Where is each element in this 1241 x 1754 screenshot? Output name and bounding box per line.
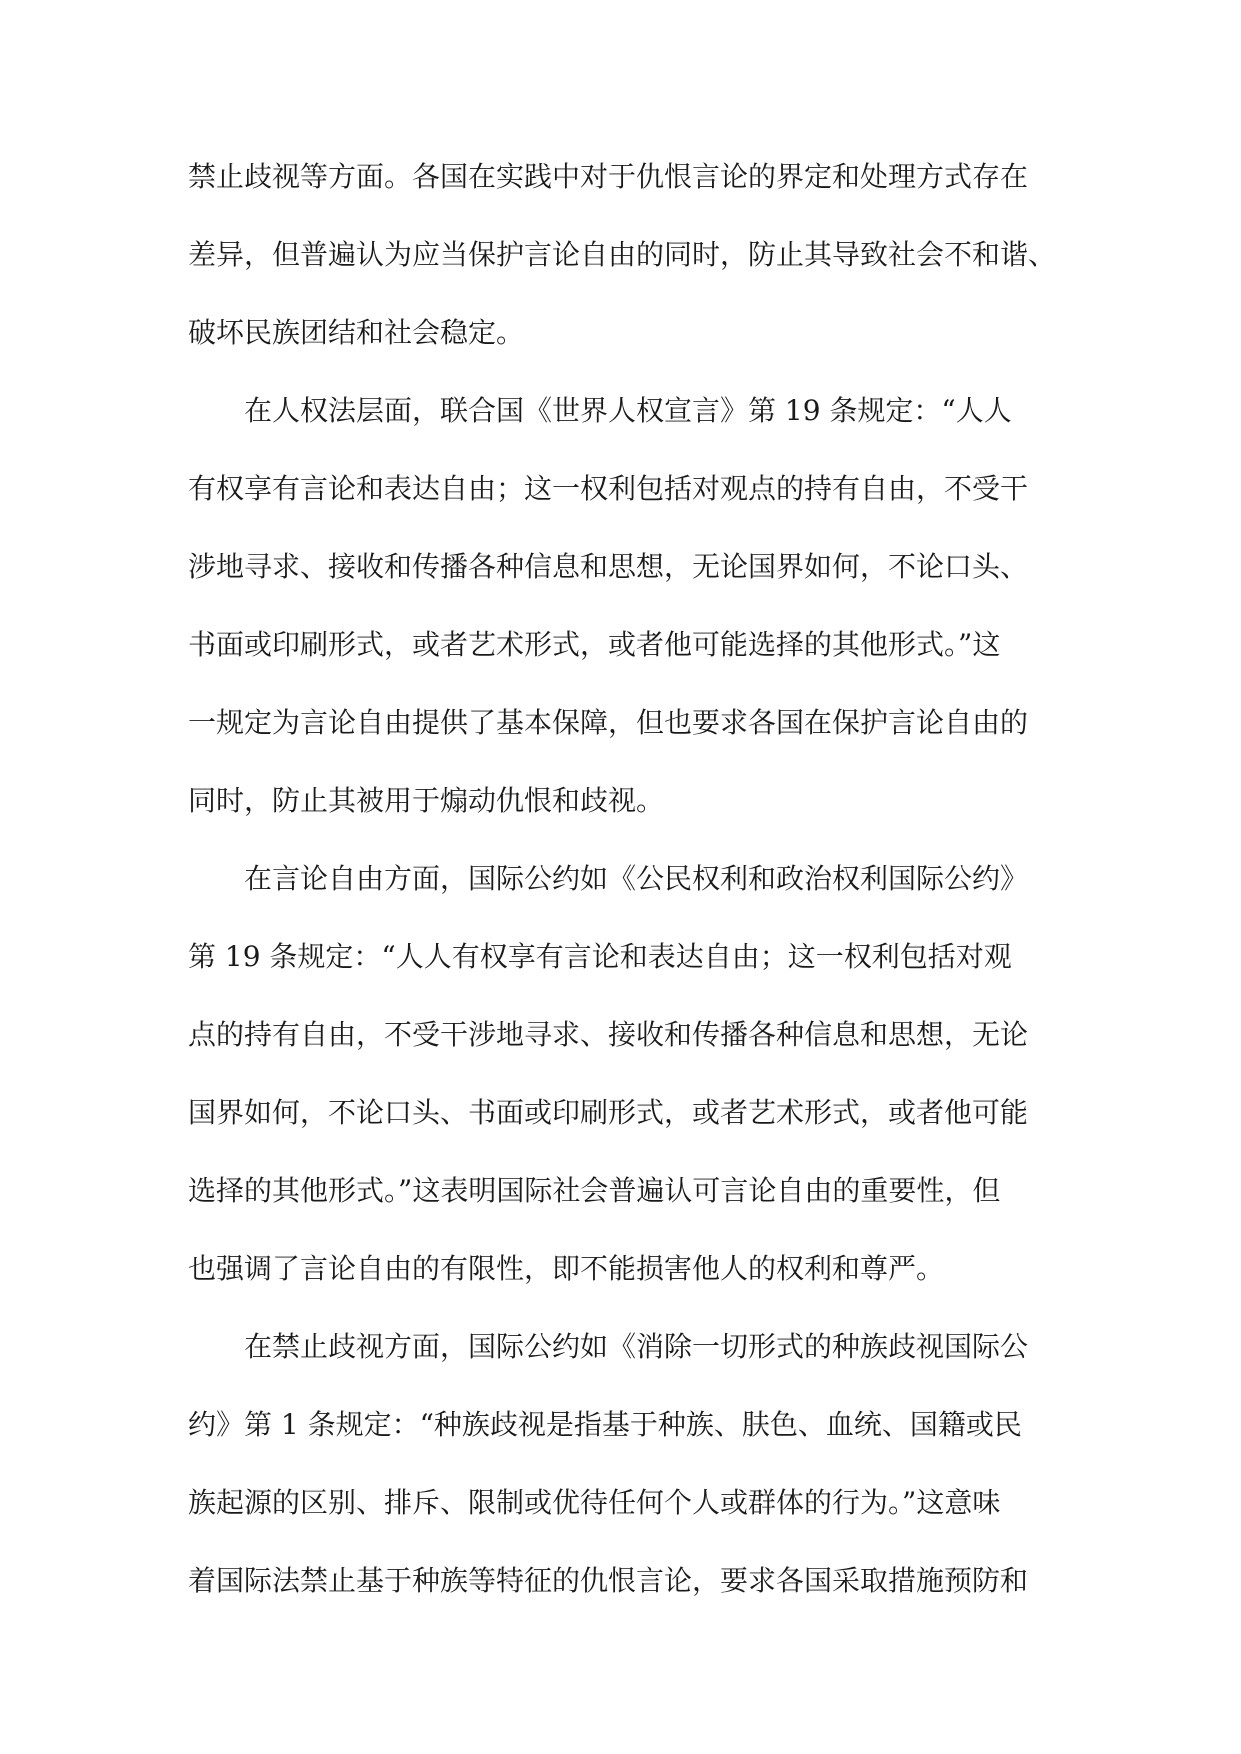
text-line: 有权享有言论和表达自由；这一权利包括对观点的持有自由，不受干: [188, 472, 1029, 505]
paragraph-start-line: 在言论自由方面，国际公约如《公民权利和政治权利国际公约》: [244, 862, 1029, 895]
text-line: 禁止歧视等方面。各国在实践中对于仇恨言论的界定和处理方式存在: [188, 160, 1029, 193]
text-line: 书面或印刷形式，或者艺术形式，或者他可能选择的其他形式。”这: [188, 628, 1001, 661]
text-line: 国界如何，不论口头、书面或印刷形式，或者艺术形式，或者他可能: [188, 1096, 1029, 1129]
paragraph-start-line: 在禁止歧视方面，国际公约如《消除一切形式的种族歧视国际公: [244, 1330, 1029, 1363]
paragraph-start-line: 在人权法层面，联合国《世界人权宣言》第 19 条规定：“人人: [244, 394, 1012, 427]
text-line: 点的持有自由，不受干涉地寻求、接收和传播各种信息和思想，无论: [188, 1018, 1029, 1051]
text-line: 选择的其他形式。”这表明国际社会普遍认可言论自由的重要性，但: [188, 1174, 1001, 1207]
text-line: 第 19 条规定：“人人有权享有言论和表达自由；这一权利包括对观: [188, 940, 1012, 973]
text-line: 一规定为言论自由提供了基本保障，但也要求各国在保护言论自由的: [188, 706, 1029, 739]
text-line: 差异，但普遍认为应当保护言论自由的同时，防止其导致社会不和谐、: [188, 238, 1057, 271]
text-line: 族起源的区别、排斥、限制或优待任何个人或群体的行为。”这意味: [188, 1486, 1001, 1519]
body-text: [188, 138, 1056, 1620]
text-line: 约》第 1 条规定：“种族歧视是指基于种族、肤色、血统、国籍或民: [188, 1408, 1022, 1441]
text-line: 破坏民族团结和社会稳定。: [188, 316, 525, 349]
text-line: 也强调了言论自由的有限性，即不能损害他人的权利和尊严。: [188, 1252, 945, 1285]
text-line: 涉地寻求、接收和传播各种信息和思想，无论国界如何，不论口头、: [188, 550, 1029, 583]
text-line: 同时，防止其被用于煽动仇恨和歧视。: [188, 784, 665, 817]
text-line: 着国际法禁止基于种族等特征的仇恨言论，要求各国采取措施预防和: [188, 1564, 1029, 1597]
